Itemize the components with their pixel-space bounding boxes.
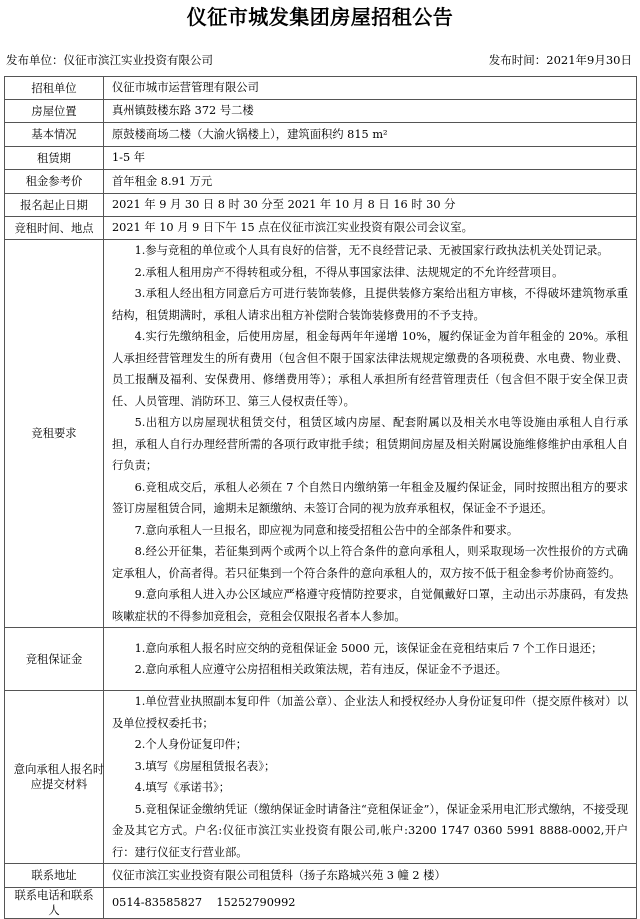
requirement-item: 4.实行先缴纳租金，后使用房屋，租金每两年年递增 10%，履约保证金为首年租金的 20%。承租人承担经营管理发生的所有费用（包含但不限于国家法律法规规定缴费的各项税费、水电费、物业费、员工报酬及福利、安保费用、修缮费用等）；承租人承担所有经营管理责任（包含但不限于安全保卫责任、人员管理、消防环卫、第三人侵权责任等）。 — [112, 330, 628, 408]
value-bid-time-place: 2021 年 10 月 9 日下午 15 点在仪征市滨江实业投资有限公司会议室。 — [104, 217, 637, 240]
value-rent-ref: 首年租金 8.91 万元 — [104, 170, 637, 194]
requirement-item: 8.经公开征集，若征集到两个或两个以上符合条件的意向承租人，则采取现场一次性报价的方式确定承租人，价高者得。若只征集到一个符合条件的意向承租人的，双方按不低于租金参考价协商签约。 — [112, 545, 628, 580]
row-bid-time-place — [5, 217, 637, 240]
material-item: 2.个人身份证复印件； — [134, 738, 248, 751]
label-location: 房屋位置 — [5, 100, 104, 123]
material-item: 1.单位营业执照副本复印件（加盖公章）、企业法人和授权经办人身份证复印件（提交原件核对）以及单位授权委托书； — [112, 695, 628, 730]
label-signup-period: 报名起止日期 — [5, 194, 104, 217]
requirement-item: 6.竞租成交后，承租人必须在 7 个自然日内缴纳第一年租金及履约保证金，同时按照出租方的要求签订房屋租赁合同，逾期未足额缴纳、未签订合同的视为放弃承租权，保证金不予退还。 — [112, 480, 628, 515]
requirement-item: 1.参与竞租的单位或个人具有良好的信誉，无不良经营记录、无被国家行政执法机关处罚记录。 — [134, 244, 609, 257]
label-materials-line1: 意向承租人报名时 — [13, 763, 105, 776]
requirement-item: 5.出租方以房屋现状租赁交付，租赁区域内房屋、配套附属以及相关水电等设施由承租人自行承担，承租人自行办理经营所需的各项行政审批手续；租赁期间房屋及相关附属设施维修维护由承租人自行负责； — [112, 416, 628, 472]
row-materials — [5, 691, 637, 864]
requirements-list — [104, 240, 637, 628]
publish-time: 发布时间：2021年9月30日 — [488, 53, 632, 67]
row-deposit — [5, 628, 637, 691]
value-address: 仪征市滨江实业投资有限公司租赁科（扬子东路城兴苑 3 幢 2 楼） — [104, 864, 637, 888]
requirement-item: 9.意向承租人进入办公区域应严格遵守疫情防控要求，自觉佩戴好口罩，主动出示苏康码，有发热咳嗽症状的不得参加竞租会，竞租会仅限报名者本人参加。 — [112, 588, 628, 623]
value-lease-term: 1-5 年 — [104, 147, 637, 170]
label-unit: 招租单位 — [5, 77, 104, 100]
label-basic: 基本情况 — [5, 123, 104, 147]
notice-meta — [6, 52, 632, 68]
requirement-item: 7.意向承租人一旦报名，即应视为同意和接受招租公告中的全部条件和要求。 — [134, 523, 519, 537]
label-rent-ref: 租金参考价 — [5, 170, 104, 194]
deposit-item: 1.意向承租人报名时应交纳的竞租保证金 5000 元，该保证金在竞租结束后 7 个工作日退还； — [134, 641, 603, 655]
deposit-list — [104, 628, 637, 691]
materials-list — [104, 691, 637, 864]
deposit-item: 2.意向承租人应遵守公房招租相关政策法规，若有违反，保证金不予退还。 — [134, 663, 507, 676]
row-unit — [5, 77, 637, 100]
label-contact: 联系电话和联系人 — [5, 888, 104, 919]
row-location — [5, 100, 637, 123]
page-title: 仪征市城发集团房屋招租公告 — [186, 5, 454, 29]
label-bid-time-place: 竞租时间、地点 — [5, 217, 104, 240]
notice-table — [4, 76, 637, 919]
publisher: 发布单位：仪征市滨江实业投资有限公司 — [6, 53, 213, 67]
value-unit: 仪征市城市运营管理有限公司 — [104, 77, 637, 100]
value-basic: 原鼓楼商场二楼（大渝火锅楼上），建筑面积约 815 m² — [104, 123, 637, 147]
row-rent-ref — [5, 170, 637, 194]
row-signup-period — [5, 194, 637, 217]
label-materials — [5, 691, 104, 864]
label-requirements: 竞租要求 — [5, 240, 104, 628]
requirement-item: 3.承租人经出租方同意后方可进行装饰装修，且提供装修方案给出租方审核，不得破坏建筑物承重结构，租赁期满时，承租人请求出租方补偿附合装饰装修费用的不予支持。 — [112, 287, 628, 322]
material-item: 4.填写《承诺书》； — [134, 781, 231, 794]
value-location: 真州镇鼓楼东路 372 号二楼 — [104, 100, 637, 123]
value-signup-period: 2021 年 9 月 30 日 8 时 30 分至 2021 年 10 月 8 日 16 时 30 分 — [104, 194, 637, 217]
value-contact: 0514-83585827 15252790992 — [104, 888, 637, 919]
row-lease-term — [5, 147, 637, 170]
label-address: 联系地址 — [5, 864, 104, 888]
requirement-item: 2.承租人租用房产不得转租或分租，不得从事国家法律、法规规定的不允许经营项目。 — [134, 265, 564, 279]
label-deposit: 竞租保证金 — [5, 628, 104, 691]
row-address — [5, 864, 637, 888]
label-materials-line2: 应提交材料 — [30, 778, 88, 791]
row-basic — [5, 123, 637, 147]
row-contact — [5, 888, 637, 919]
label-lease-term: 租赁期 — [5, 147, 104, 170]
material-item: 5.竞租保证金缴纳凭证（缴纳保证金时请备注“竞租保证金”），保证金采用电汇形式缴纳，不接受现金及其它方式。户名:仪征市滨江实业投资有限公司,帐户:3200 1747 0360 5991 8888-0002,开户行：建行仪征支行营业部。 — [112, 802, 628, 859]
material-item: 3.填写《房屋租赁报名表》； — [134, 759, 276, 773]
row-requirements — [5, 240, 637, 628]
